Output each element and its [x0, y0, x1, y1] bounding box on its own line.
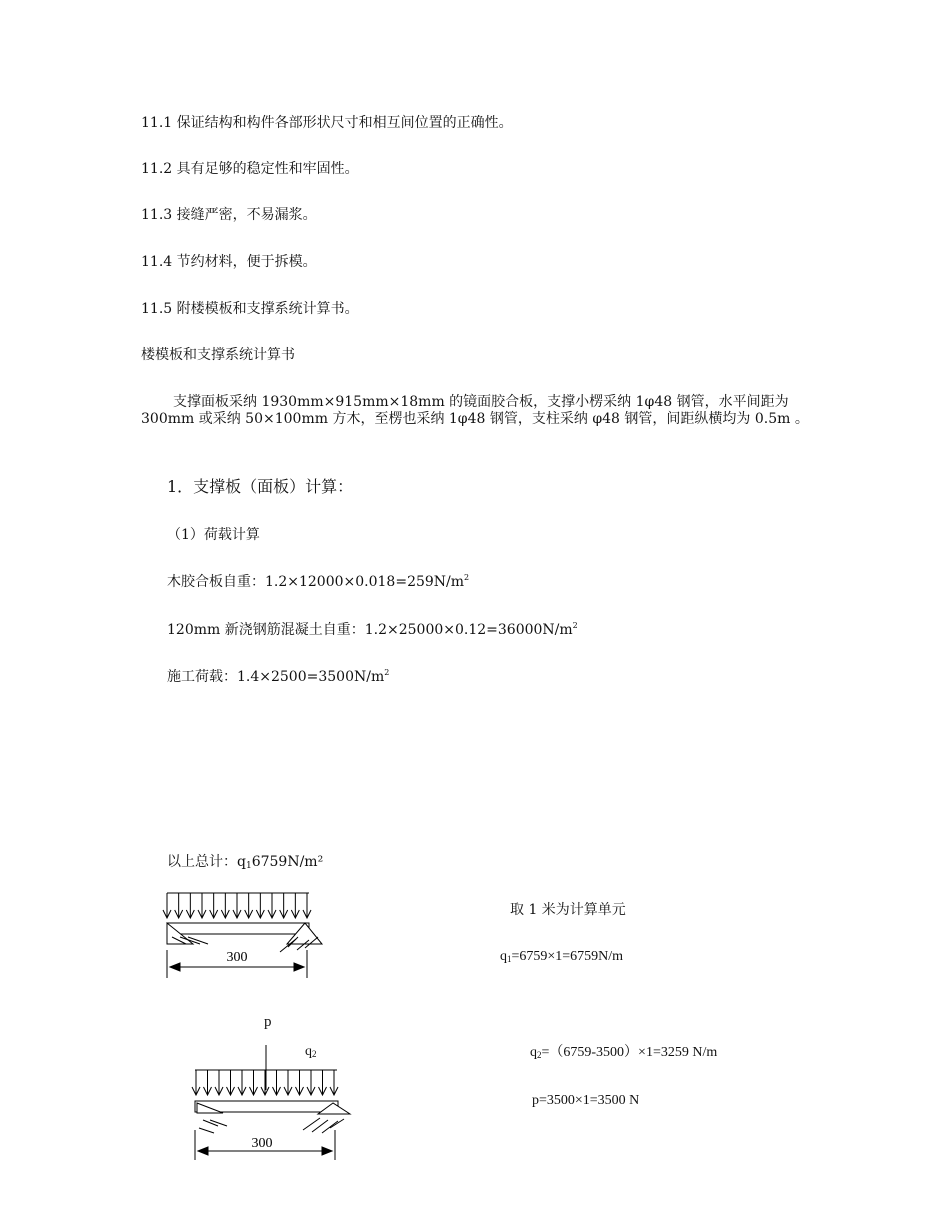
- p-equation: p=3500×1=3500 N: [532, 1093, 640, 1108]
- span-label-2: 300: [251, 1136, 273, 1151]
- q2-equation: [530, 1044, 717, 1062]
- load-concrete-text: 120mm 新浇钢筋混凝土自重：1.2×25000×0.12=36000N/m: [167, 622, 573, 638]
- intro-paragraph: 支撑面板采纳 1930mm×915mm×18mm 的镜面胶合板，支撑小楞采纳 1φ48 钢管，水平间距为 300mm 或采纳 50×100mm 方木，至楞也采纳 1φ48 钢管，支柱采纳 φ48 钢管，间距纵横均为 0.5m 。: [141, 394, 809, 427]
- q1-eq-text: =6759×1=6759N/m: [511, 949, 624, 964]
- total-prefix: 以上总计：q: [167, 854, 246, 870]
- q2-sub: 2: [537, 1050, 542, 1060]
- beam-diagram-1: [163, 893, 322, 978]
- distributed-load-arrows-1: [163, 893, 311, 918]
- section-1-heading: 1．支撑板（面板）计算：: [167, 477, 354, 496]
- load-wood-text: 木胶合板自重：1.2×12000×0.018=259N/m: [167, 574, 465, 590]
- total-value: 6759N/m²: [251, 854, 324, 870]
- load-wood-sup: 2: [464, 573, 470, 582]
- load-construction-text: 施工荷载：1.4×2500=3500N/m: [167, 669, 385, 685]
- q2-eq-text: =（6759-3500）×1=3259 N/m: [541, 1045, 718, 1060]
- point-load-label: p: [264, 1014, 272, 1030]
- q1-letter: q: [500, 949, 507, 964]
- calc-title: 楼模板和支撑系统计算书: [141, 347, 295, 363]
- item-11-1: 11.1 保证结构和构件各部形状尺寸和相互间位置的正确性。: [141, 115, 513, 131]
- q1-sub: 1: [507, 954, 512, 964]
- total-sub: 1: [245, 861, 252, 871]
- unit-note: 取 1 米为计算单元: [510, 902, 626, 918]
- distributed-load-arrows-2: [192, 1070, 338, 1095]
- q1-equation: [500, 948, 623, 966]
- item-11-3: 11.3 接缝严密，不易漏浆。: [141, 207, 317, 223]
- item-11-2: 11.2 具有足够的稳定性和牢固性。: [141, 161, 359, 177]
- span-label-1: 300: [226, 950, 248, 965]
- load-calc-heading: （1）荷载计算: [167, 527, 260, 543]
- q2-letter: q: [530, 1045, 537, 1060]
- q2-load-label: [305, 1043, 317, 1061]
- load-construction-sup: 2: [384, 668, 390, 677]
- item-11-4: 11.4 节约材料，便于拆模。: [141, 254, 317, 270]
- item-11-5: 11.5 附楼模板和支撑系统计算书。: [141, 301, 359, 317]
- q2-label-letter: q: [305, 1044, 312, 1059]
- q2-label-sub: 2: [312, 1049, 317, 1059]
- load-concrete-sup: 2: [572, 621, 578, 630]
- beam-1: [167, 923, 309, 934]
